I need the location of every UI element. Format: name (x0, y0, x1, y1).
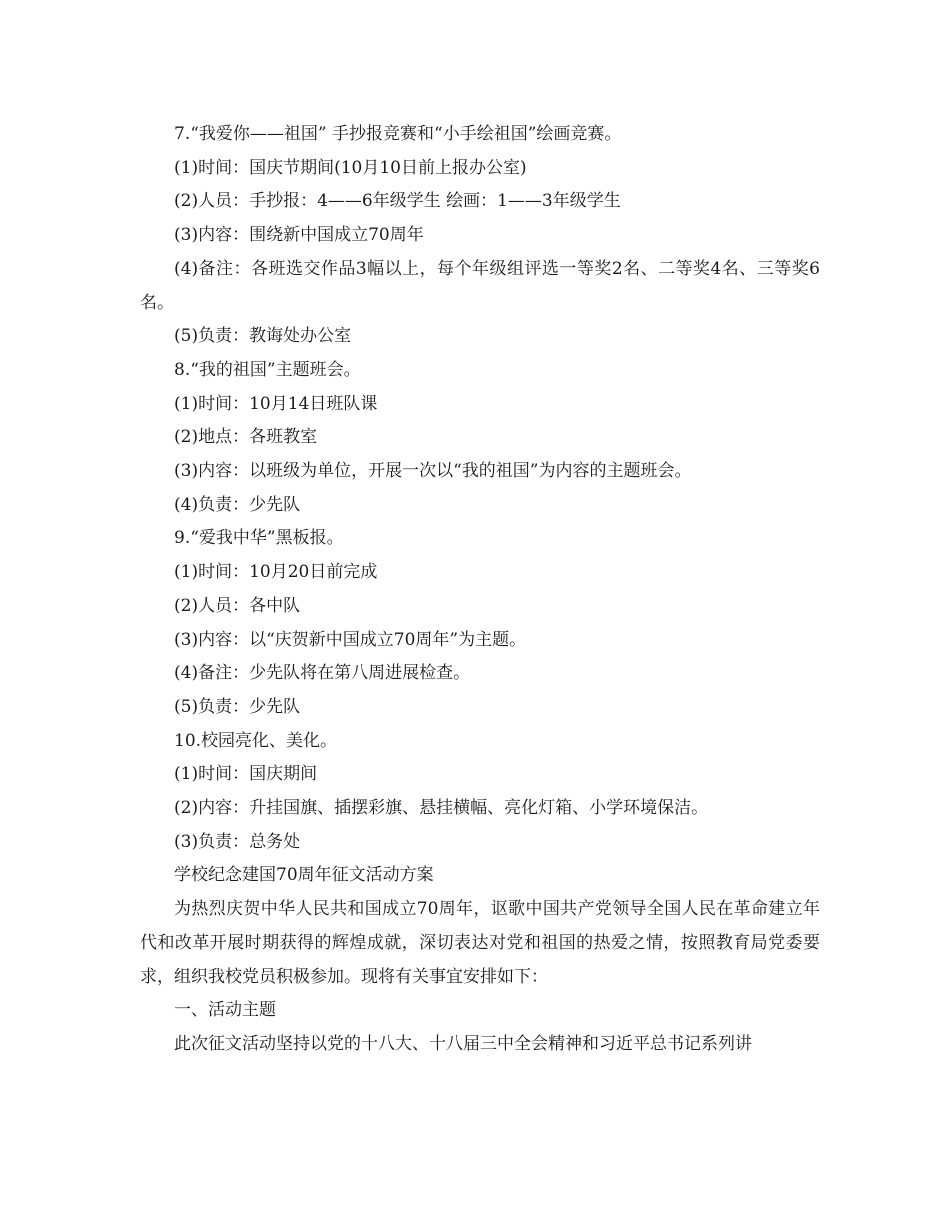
paragraph-responsible: (3)负责：总务处 (174, 831, 301, 852)
paragraph-personnel: (2)人员：各中队 (174, 595, 301, 616)
paragraph-content: (3)内容：围绕新中国成立70周年 (174, 225, 424, 246)
section-title: 学校纪念建国70周年征文活动方案 (174, 865, 434, 886)
paragraph-time: (1)时间：国庆节期间(10月10日前上报办公室) (174, 157, 527, 178)
paragraph-responsible: (4)负责：少先队 (174, 494, 301, 515)
paragraph-content: (2)内容：升挂国旗、插摆彩旗、悬挂横幅、亮化灯箱、小学环境保洁。 (174, 798, 709, 819)
body-paragraph: 此次征文活动坚持以党的十八大、十八届三中全会精神和习近平总书记系列讲 (174, 1033, 752, 1054)
paragraph-item-8: 8.“我的祖国”主题班会。 (174, 359, 361, 380)
paragraph-responsible: (5)负责：少先队 (174, 696, 301, 717)
paragraph-time: (1)时间：国庆期间 (174, 764, 318, 785)
paragraph-remark: (4)备注：各班选交作品3幅以上，每个年级组评选一等奖2名、二等奖4名、三等奖6名。 (140, 258, 820, 313)
paragraph-content: (3)内容：以“庆贺新中国成立70周年”为主题。 (174, 629, 527, 650)
paragraph-content: (3)内容：以班级为单位，开展一次以“我的祖国”为内容的主题班会。 (174, 461, 692, 482)
paragraph-location: (2)地点：各班教室 (174, 427, 318, 448)
paragraph-time: (1)时间：10月20日前完成 (174, 562, 378, 583)
paragraph-item-9: 9.“爱我中华”黑板报。 (174, 528, 344, 549)
paragraph-item-7: 7.“我爱你——祖国” 手抄报竞赛和“小手绘祖国”绘画竞赛。 (174, 124, 622, 144)
document-body (140, 118, 820, 1062)
paragraph-time: (1)时间：10月14日班队课 (174, 393, 378, 414)
paragraph-personnel: (2)人员：手抄报：4——6年级学生 绘画：1——3年级学生 (174, 191, 621, 212)
paragraph-item-10: 10.校园亮化、美化。 (174, 730, 338, 751)
paragraph-remark: (4)备注：少先队将在第八周进展检查。 (174, 663, 471, 684)
intro-paragraph: 为热烈庆贺中华人民共和国成立70周年，讴歌中国共产党领导全国人民在革命建立年代和改革开展时期获得的辉煌成就，深切表达对党和祖国的热爱之情，按照教育局党委要求，组织我校党员积极参加。现将有关事宜安排如下： (140, 899, 820, 987)
paragraph-responsible: (5)负责：教诲处办公室 (174, 326, 352, 347)
section-heading: 一、活动主题 (174, 1000, 276, 1021)
